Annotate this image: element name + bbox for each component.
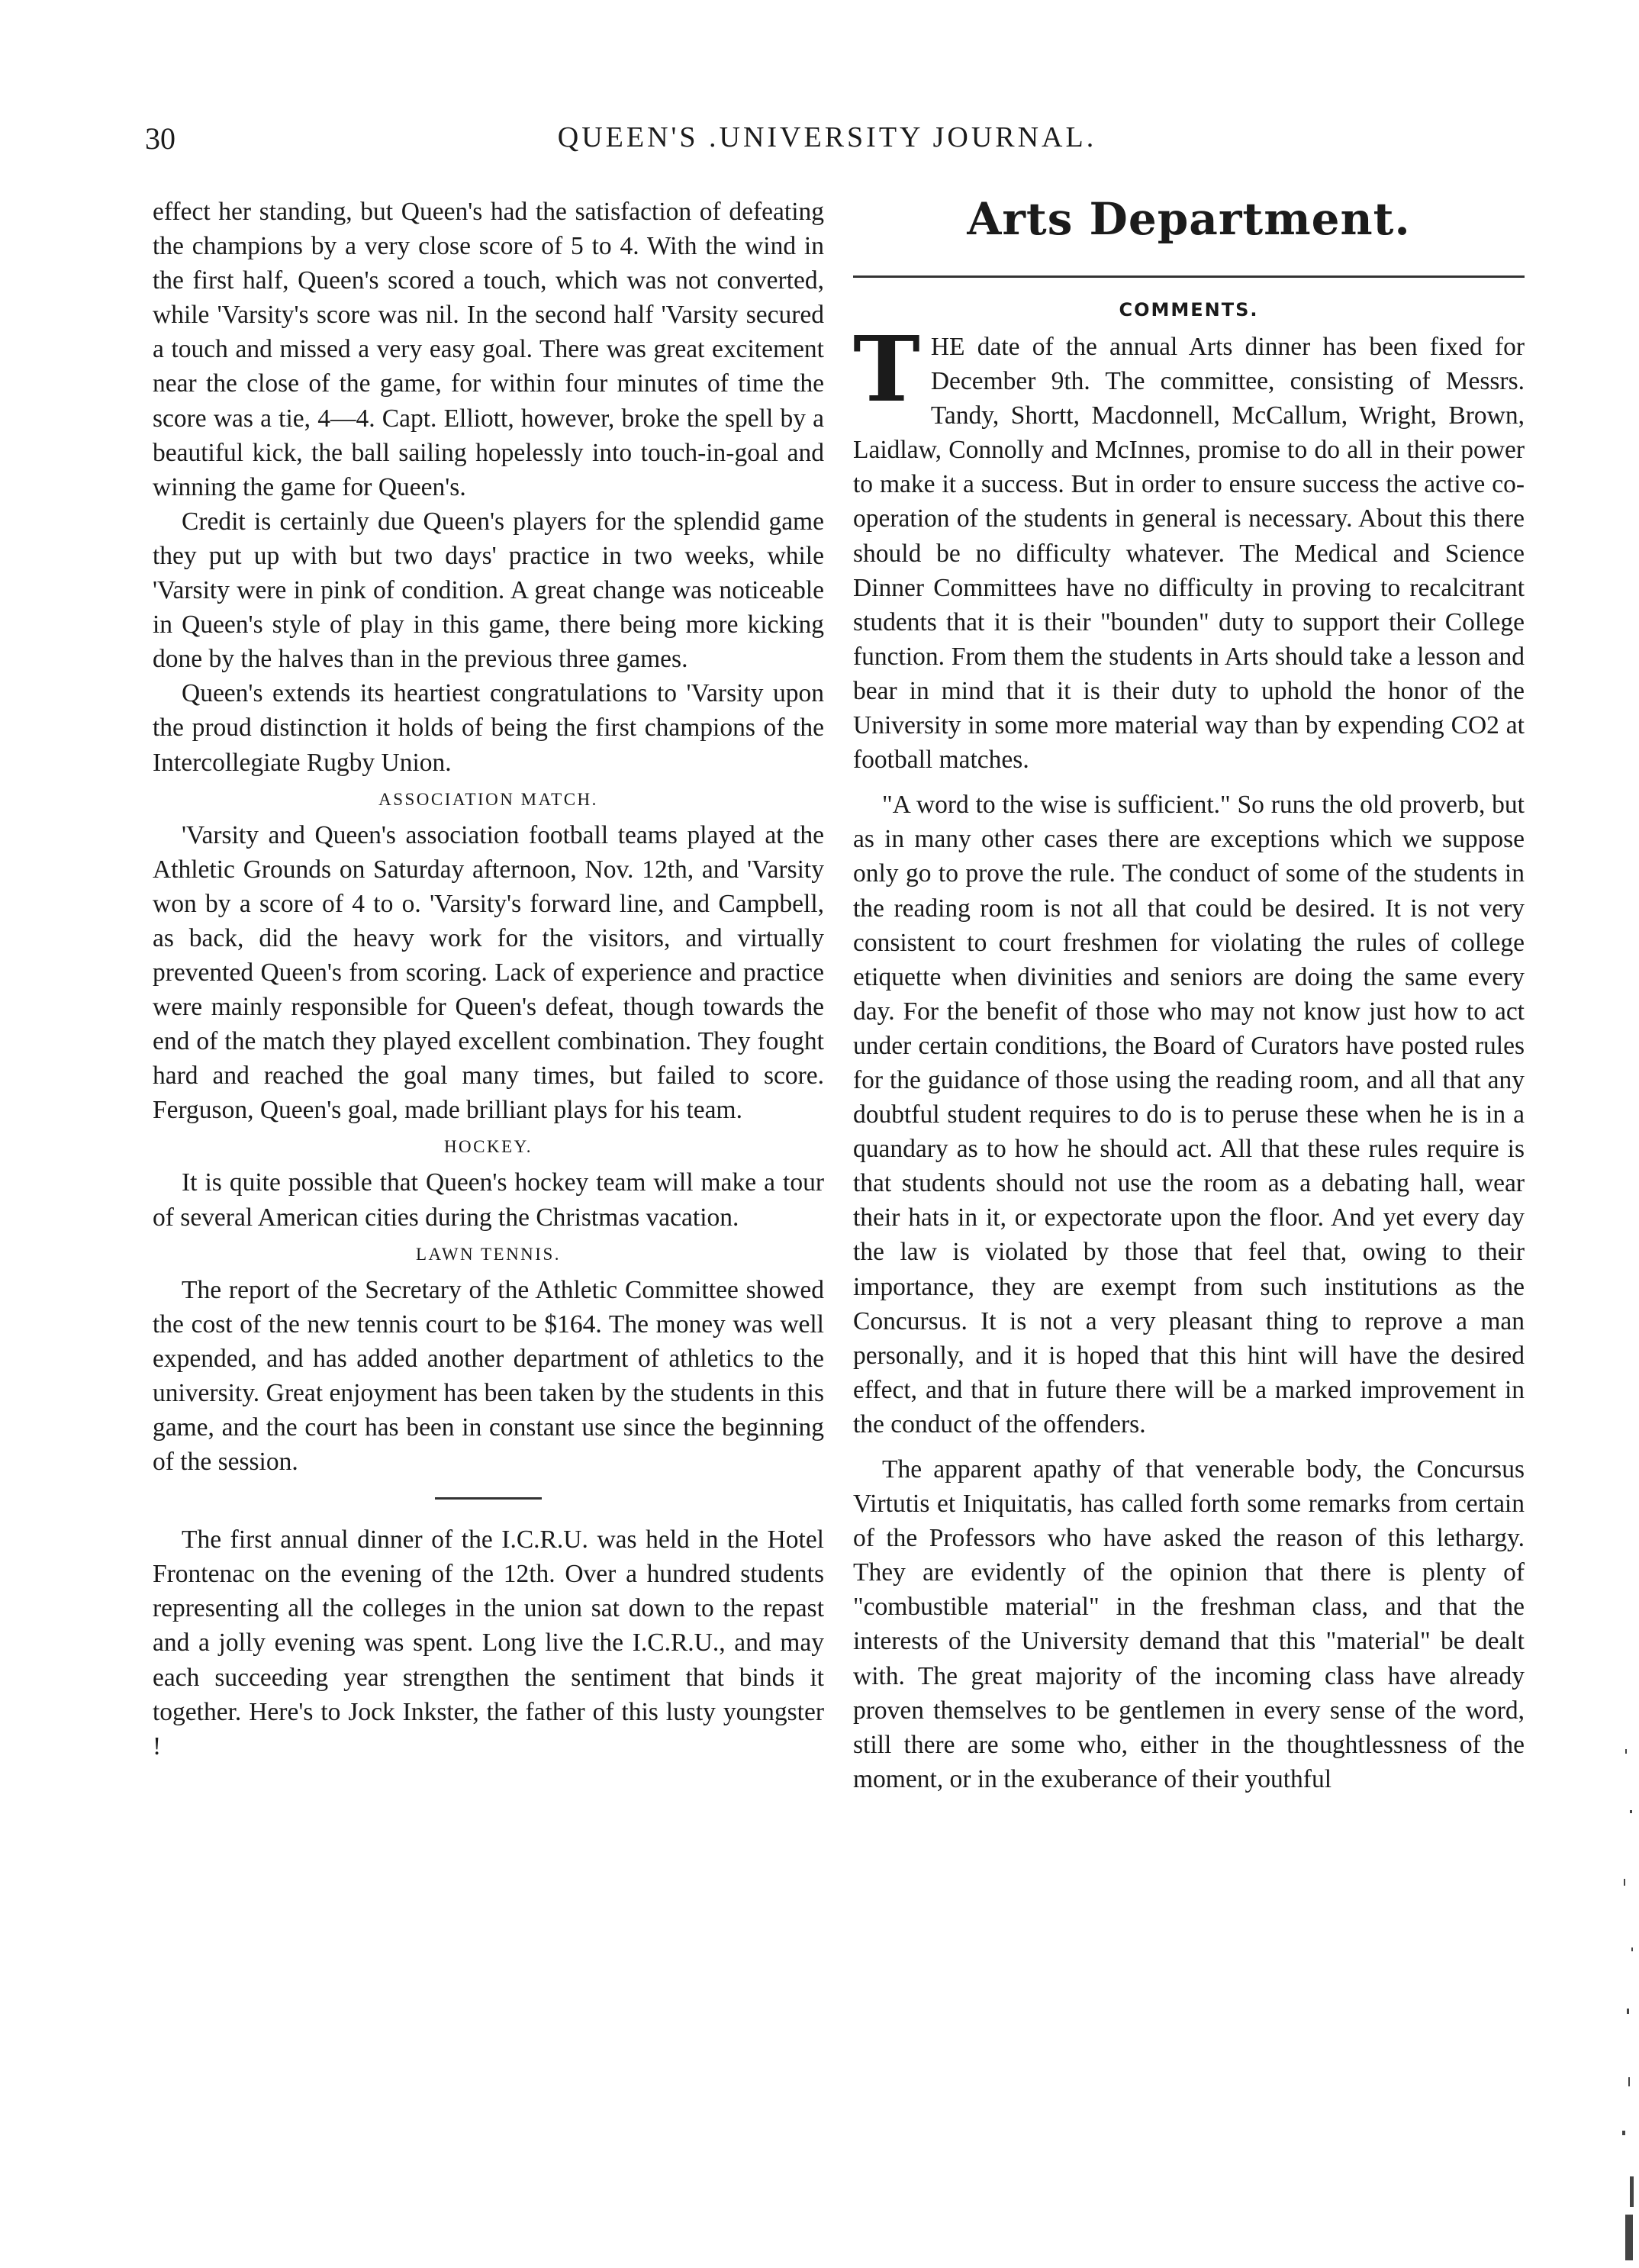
running-title: QUEEN'S .UNIVERSITY JOURNAL. <box>557 121 1097 153</box>
page-header <box>145 121 1509 166</box>
concursus-paragraph: The apparent apathy of that venerable body, the Concursus Virtutis et Iniquitatis, has called forth some remarks from certain of the Professors who have asked the reason of this lethargy. They are evidently of the opinion that there is plenty of "combustible material" in the freshman class, and that the interests of the University demand that this "material" be dealt with. The great majority of the incoming class have already proven themselves to be gentlemen in every sense of the word, still there are some who, either in the thoughtlessness of the moment, or in the exuberance of their youthful <box>853 1455 1525 1793</box>
football-paragraph-1: effect her standing, but Queen's had the satisfaction of defeating the champions by a very close score of 5 to 4. With the wind in the first half, Queen's scored a touch, which was not converted, while 'Varsity's score was nil. In the second half 'Varsity secured a touch and missed a very easy goal. There was great excitement near the close of the game, for within four minutes of time the score was a tie, 4—4. Capt. Elliott, however, broke the spell by a beautiful kick, the ball sailing hopelessly into touch-in-goal and winning the game for Queen's. <box>153 198 824 501</box>
arts-dinner-paragraph <box>853 316 1525 777</box>
association-paragraph: 'Varsity and Queen's association football teams played at the Athletic Grounds on Saturday afternoon, Nov. 12th, and 'Varsity won by a score of 4 to o. 'Varsity's forward line, and Campbell, as back, did the heavy work for the visitors, and virtually prevented Queen's from scoring. Lack of experience and practice were mainly responsible for Queen's defeat, though towards the end of the match they played excellent combination. They fought hard and reached the goal many times, but failed to score. Ferguson, Queen's goal, made brilliant plays for his team. <box>153 820 824 1125</box>
lawn-tennis-heading: LAWN TENNIS. <box>416 1244 561 1264</box>
hockey-heading: HOCKEY. <box>443 1137 533 1157</box>
left-column <box>153 195 824 1764</box>
lawn-tennis-paragraph: The report of the Secretary of the Athletic Committee showed the cost of the new tennis court to be $164. The money was well expended, and has added another department of athletics to the university. Great enjoyment has been taken by the students in this game, and the court has been in constant use since the beginning of the session. <box>153 1275 824 1477</box>
football-paragraph-3: Queen's extends its heartiest congratulations to 'Varsity upon the proud distinction it holds of being the first champions of the Intercollegiate Rugby Union. <box>153 679 824 777</box>
reading-room-paragraph: "A word to the wise is sufficient." So runs the old proverb, but as in many other cases there are exceptions which we suppose only go to prove the rule. The conduct of some of the students in the reading room is not all that could be desired. It is not very consistent to court freshmen for violating the rules of college etiquette when divinities and seniors are doing the same every day. For the benefit of those who may not know just how to act under certain conditions, the Board of Curators have posted rules for the guidance of those using the reading room, and all that any doubtful student requires to do is to peruse these when he is in a quandary as to how he should act. All that these rules require is that students should not use the room as a debating hall, wear their hats in it, or expectorate upon the floor. And yet every day the law is violated by those that feel that, owing to their importance, they are exempt from such institutions as the Concursus. It is not a very pleasant thing to reprove a man personally, and it is hoped that this hint will have the desired effect, and that in future there will be a marked improvement in the conduct of the offenders. <box>853 791 1525 1438</box>
arts-dinner-text: HE date of the annual Arts dinner has been fixed for December 9th. The committee, consisting of Messrs. Tandy, Shortt, Macdonnell, McCallum, Wright, Brown, Laidlaw, Connolly and McInnes, promise to do all in their power to make it a success. But in order to ensure success the active co-operation of the students in general is necessary. About this there should be no difficulty whatever. The Medical and Science Dinner Committees have no difficulty in proving to recalcitrant students that it is their "bounden" duty to support their College function. From them the students in Arts should take a lesson and bear in mind that it is their duty to uphold the honor of the University in some more material way than by expending CO2 at football matches. <box>853 333 1525 775</box>
arts-department-title: Arts Department. <box>967 193 1411 245</box>
scan-edge-speckle <box>1616 1719 1639 2268</box>
football-paragraph-2: Credit is certainly due Queen's players for the splendid game they put up with but two days' practice in two weeks, while 'Varsity were in pink of condition. A great change was noticeable in Queen's style of play in this game, there being more kicking done by the halves than in the previous three games. <box>153 507 824 674</box>
icru-dinner-paragraph: The first annual dinner of the I.C.R.U. was held in the Hotel Frontenac on the evening of the 12th. Over a hundred students representing all the colleges in the union sat down to the repast and a jolly evening was spent. Long live the I.C.R.U., and may each succeeding year strengthen the sentiment that binds it together. Here's to Jock Inkster, the father of this lusty youngster ! <box>153 1525 824 1761</box>
right-column <box>853 195 1525 1796</box>
department-rule <box>853 275 1525 278</box>
hockey-paragraph: It is quite possible that Queen's hockey team will make a tour of several American cities during the Christmas vacation. <box>153 1168 824 1232</box>
association-match-heading: ASSOCIATION MATCH. <box>378 789 598 809</box>
drop-cap: T <box>853 316 920 422</box>
page-number: 30 <box>145 121 175 156</box>
section-divider <box>435 1497 542 1500</box>
comments-heading: COMMENTS. <box>1119 299 1259 321</box>
